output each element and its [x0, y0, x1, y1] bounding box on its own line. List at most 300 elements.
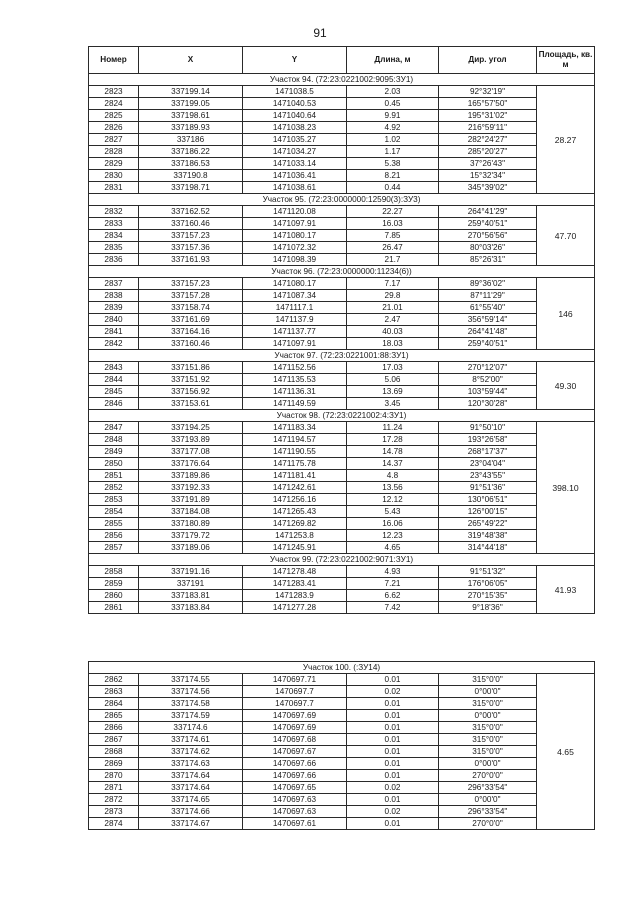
table-row	[89, 134, 595, 146]
header-number: Номер	[89, 47, 139, 74]
table-row	[89, 158, 595, 170]
length-cell: 11.24	[347, 422, 439, 434]
length-cell: 12.23	[347, 530, 439, 542]
x-cell: 337190.8	[139, 170, 243, 182]
section-header-row	[89, 662, 595, 674]
table-row	[89, 362, 595, 374]
area-cell: 4.65	[537, 674, 595, 830]
length-cell: 1.17	[347, 146, 439, 158]
table-row	[89, 698, 595, 710]
table-row	[89, 506, 595, 518]
length-cell: 12.12	[347, 494, 439, 506]
x-cell: 337199.14	[139, 86, 243, 98]
x-cell: 337198.61	[139, 110, 243, 122]
point-number-cell: 2870	[89, 770, 139, 782]
angle-cell: 315°0'0"	[439, 698, 537, 710]
x-cell: 337194.25	[139, 422, 243, 434]
point-number-cell: 2836	[89, 254, 139, 266]
x-cell: 337161.69	[139, 314, 243, 326]
x-cell: 337174.65	[139, 794, 243, 806]
angle-cell: 80°03'26"	[439, 242, 537, 254]
table-row	[89, 110, 595, 122]
table-row	[89, 494, 595, 506]
length-cell: 6.62	[347, 590, 439, 602]
table-row	[89, 590, 595, 602]
angle-cell: 23°04'04"	[439, 458, 537, 470]
point-number-cell: 2845	[89, 386, 139, 398]
x-cell: 337174.61	[139, 734, 243, 746]
table-row	[89, 722, 595, 734]
y-cell: 1470697.69	[243, 722, 347, 734]
length-cell: 4.8	[347, 470, 439, 482]
x-cell: 337199.05	[139, 98, 243, 110]
y-cell: 1471038.23	[243, 122, 347, 134]
angle-cell: 270°12'07"	[439, 362, 537, 374]
table-row	[89, 338, 595, 350]
x-cell: 337180.89	[139, 518, 243, 530]
angle-cell: 91°51'36"	[439, 482, 537, 494]
length-cell: 5.06	[347, 374, 439, 386]
length-cell: 40.03	[347, 326, 439, 338]
length-cell: 0.02	[347, 782, 439, 794]
point-number-cell: 2849	[89, 446, 139, 458]
table-row	[89, 446, 595, 458]
table-row	[89, 578, 595, 590]
x-cell: 337157.28	[139, 290, 243, 302]
section-header-row	[89, 350, 595, 362]
point-number-cell: 2852	[89, 482, 139, 494]
table-row	[89, 122, 595, 134]
point-number-cell: 2835	[89, 242, 139, 254]
length-cell: 18.03	[347, 338, 439, 350]
y-cell: 1471080.17	[243, 230, 347, 242]
length-cell: 0.44	[347, 182, 439, 194]
y-cell: 1471040.64	[243, 110, 347, 122]
y-cell: 1471137.77	[243, 326, 347, 338]
length-cell: 14.37	[347, 458, 439, 470]
length-cell: 16.03	[347, 218, 439, 230]
table-body	[89, 74, 595, 614]
y-cell: 1470697.67	[243, 746, 347, 758]
y-cell: 1471269.82	[243, 518, 347, 530]
table-row	[89, 146, 595, 158]
header-x: X	[139, 47, 243, 74]
table-row	[89, 86, 595, 98]
angle-cell: 126°00'15"	[439, 506, 537, 518]
point-number-cell: 2838	[89, 290, 139, 302]
section-header-row	[89, 554, 595, 566]
angle-cell: 37°26'43"	[439, 158, 537, 170]
x-cell: 337151.92	[139, 374, 243, 386]
point-number-cell: 2856	[89, 530, 139, 542]
point-number-cell: 2846	[89, 398, 139, 410]
point-number-cell: 2871	[89, 782, 139, 794]
table-row	[89, 758, 595, 770]
y-cell: 1471137.9	[243, 314, 347, 326]
table-row	[89, 182, 595, 194]
x-cell: 337157.23	[139, 230, 243, 242]
angle-cell: 315°0'0"	[439, 722, 537, 734]
header-length: Длина, м	[347, 47, 439, 74]
angle-cell: 0°00'0"	[439, 710, 537, 722]
length-cell: 0.01	[347, 758, 439, 770]
y-cell: 1470697.66	[243, 770, 347, 782]
x-cell: 337156.92	[139, 386, 243, 398]
y-cell: 1471036.41	[243, 170, 347, 182]
table-row	[89, 374, 595, 386]
angle-cell: 9°18'36"	[439, 602, 537, 614]
angle-cell: 87°11'29"	[439, 290, 537, 302]
y-cell: 1471253.8	[243, 530, 347, 542]
x-cell: 337160.46	[139, 338, 243, 350]
point-number-cell: 2873	[89, 806, 139, 818]
point-number-cell: 2874	[89, 818, 139, 830]
y-cell: 1471278.48	[243, 566, 347, 578]
coordinates-table-continued	[88, 661, 595, 830]
point-number-cell: 2831	[89, 182, 139, 194]
x-cell: 337189.86	[139, 470, 243, 482]
angle-cell: 23°43'55"	[439, 470, 537, 482]
table-row	[89, 734, 595, 746]
length-cell: 2.47	[347, 314, 439, 326]
length-cell: 0.02	[347, 686, 439, 698]
point-number-cell: 2858	[89, 566, 139, 578]
table-row	[89, 458, 595, 470]
x-cell: 337174.6	[139, 722, 243, 734]
x-cell: 337157.23	[139, 278, 243, 290]
point-number-cell: 2842	[89, 338, 139, 350]
y-cell: 1470697.68	[243, 734, 347, 746]
length-cell: 4.93	[347, 566, 439, 578]
x-cell: 337174.58	[139, 698, 243, 710]
y-cell: 1471194.57	[243, 434, 347, 446]
point-number-cell: 2857	[89, 542, 139, 554]
x-cell: 337157.36	[139, 242, 243, 254]
table-row	[89, 386, 595, 398]
length-cell: 21.7	[347, 254, 439, 266]
length-cell: 3.45	[347, 398, 439, 410]
y-cell: 1471283.41	[243, 578, 347, 590]
angle-cell: 268°17'37"	[439, 446, 537, 458]
length-cell: 22.27	[347, 206, 439, 218]
section-title: Участок 94. (72:23:0221002:9095:ЗУ1)	[89, 74, 595, 86]
table-row	[89, 806, 595, 818]
angle-cell: 0°00'0"	[439, 758, 537, 770]
y-cell: 1471175.78	[243, 458, 347, 470]
angle-cell: 270°15'35"	[439, 590, 537, 602]
section-title: Участок 96. (72:23:0000000:11234(6))	[89, 266, 595, 278]
y-cell: 1471097.91	[243, 218, 347, 230]
x-cell: 337174.64	[139, 770, 243, 782]
x-cell: 337176.64	[139, 458, 243, 470]
angle-cell: 8°52'00"	[439, 374, 537, 386]
point-number-cell: 2851	[89, 470, 139, 482]
area-cell: 49.30	[537, 362, 595, 410]
table-row	[89, 482, 595, 494]
angle-cell: 92°32'19"	[439, 86, 537, 98]
table-row	[89, 98, 595, 110]
length-cell: 0.02	[347, 806, 439, 818]
table-row	[89, 566, 595, 578]
table-row	[89, 818, 595, 830]
area-cell: 41.93	[537, 566, 595, 614]
y-cell: 1471087.34	[243, 290, 347, 302]
table-row	[89, 686, 595, 698]
table-row	[89, 770, 595, 782]
x-cell: 337183.81	[139, 590, 243, 602]
point-number-cell: 2865	[89, 710, 139, 722]
table-row	[89, 242, 595, 254]
y-cell: 1471038.61	[243, 182, 347, 194]
length-cell: 2.03	[347, 86, 439, 98]
y-cell: 1471245.91	[243, 542, 347, 554]
table-row	[89, 674, 595, 686]
point-number-cell: 2823	[89, 86, 139, 98]
y-cell: 1470697.63	[243, 806, 347, 818]
point-number-cell: 2854	[89, 506, 139, 518]
table-row	[89, 206, 595, 218]
x-cell: 337174.62	[139, 746, 243, 758]
y-cell: 1470697.69	[243, 710, 347, 722]
table-row	[89, 518, 595, 530]
point-number-cell: 2834	[89, 230, 139, 242]
point-number-cell: 2869	[89, 758, 139, 770]
point-number-cell: 2847	[89, 422, 139, 434]
x-cell: 337174.67	[139, 818, 243, 830]
section-title: Участок 97. (72:23:0221001:88:ЗУ1)	[89, 350, 595, 362]
point-number-cell: 2841	[89, 326, 139, 338]
length-cell: 4.92	[347, 122, 439, 134]
y-cell: 1471256.16	[243, 494, 347, 506]
angle-cell: 264°41'29"	[439, 206, 537, 218]
y-cell: 1471135.53	[243, 374, 347, 386]
angle-cell: 130°06'51"	[439, 494, 537, 506]
x-cell: 337198.71	[139, 182, 243, 194]
length-cell: 1.02	[347, 134, 439, 146]
y-cell: 1471117.1	[243, 302, 347, 314]
table-row	[89, 470, 595, 482]
angle-cell: 315°0'0"	[439, 674, 537, 686]
y-cell: 1471190.55	[243, 446, 347, 458]
x-cell: 337162.52	[139, 206, 243, 218]
y-cell: 1470697.7	[243, 698, 347, 710]
y-cell: 1471152.56	[243, 362, 347, 374]
y-cell: 1471035.27	[243, 134, 347, 146]
y-cell: 1470697.7	[243, 686, 347, 698]
y-cell: 1471040.53	[243, 98, 347, 110]
y-cell: 1471080.17	[243, 278, 347, 290]
x-cell: 337161.93	[139, 254, 243, 266]
point-number-cell: 2833	[89, 218, 139, 230]
length-cell: 7.17	[347, 278, 439, 290]
x-cell: 337193.89	[139, 434, 243, 446]
angle-cell: 195°31'02"	[439, 110, 537, 122]
angle-cell: 61°55'40"	[439, 302, 537, 314]
point-number-cell: 2826	[89, 122, 139, 134]
point-number-cell: 2832	[89, 206, 139, 218]
angle-cell: 356°59'14"	[439, 314, 537, 326]
y-cell: 1471265.43	[243, 506, 347, 518]
area-cell: 398.10	[537, 422, 595, 554]
point-number-cell: 2864	[89, 698, 139, 710]
table-row	[89, 602, 595, 614]
point-number-cell: 2848	[89, 434, 139, 446]
x-cell: 337177.08	[139, 446, 243, 458]
length-cell: 0.01	[347, 794, 439, 806]
x-cell: 337191	[139, 578, 243, 590]
angle-cell: 296°33'54"	[439, 806, 537, 818]
point-number-cell: 2862	[89, 674, 139, 686]
table-row	[89, 314, 595, 326]
length-cell: 7.85	[347, 230, 439, 242]
table-row	[89, 542, 595, 554]
y-cell: 1471098.39	[243, 254, 347, 266]
page-number: 91	[313, 26, 327, 40]
y-cell: 1471181.41	[243, 470, 347, 482]
y-cell: 1471277.28	[243, 602, 347, 614]
angle-cell: 91°51'32"	[439, 566, 537, 578]
table-row	[89, 170, 595, 182]
x-cell: 337184.08	[139, 506, 243, 518]
table-row	[89, 302, 595, 314]
point-number-cell: 2843	[89, 362, 139, 374]
angle-cell: 259°40'51"	[439, 218, 537, 230]
angle-cell: 296°33'54"	[439, 782, 537, 794]
table-row	[89, 794, 595, 806]
y-cell: 1471242.61	[243, 482, 347, 494]
angle-cell: 103°59'44"	[439, 386, 537, 398]
angle-cell: 264°41'48"	[439, 326, 537, 338]
header-y: Y	[243, 47, 347, 74]
length-cell: 9.91	[347, 110, 439, 122]
y-cell: 1471034.27	[243, 146, 347, 158]
x-cell: 337186	[139, 134, 243, 146]
x-cell: 337174.59	[139, 710, 243, 722]
table-row	[89, 254, 595, 266]
section-header-row	[89, 266, 595, 278]
angle-cell: 314°44'18"	[439, 542, 537, 554]
x-cell: 337179.72	[139, 530, 243, 542]
section-title: Участок 99. (72:23:0221002:9071:ЗУ1)	[89, 554, 595, 566]
angle-cell: 285°20'27"	[439, 146, 537, 158]
length-cell: 16.06	[347, 518, 439, 530]
length-cell: 5.43	[347, 506, 439, 518]
table-row	[89, 398, 595, 410]
angle-cell: 282°24'27"	[439, 134, 537, 146]
point-number-cell: 2825	[89, 110, 139, 122]
point-number-cell: 2829	[89, 158, 139, 170]
length-cell: 7.42	[347, 602, 439, 614]
point-number-cell: 2824	[89, 98, 139, 110]
angle-cell: 0°00'0"	[439, 794, 537, 806]
x-cell: 337189.06	[139, 542, 243, 554]
x-cell: 337191.89	[139, 494, 243, 506]
x-cell: 337174.64	[139, 782, 243, 794]
point-number-cell: 2828	[89, 146, 139, 158]
length-cell: 17.28	[347, 434, 439, 446]
angle-cell: 270°0'0"	[439, 818, 537, 830]
length-cell: 5.38	[347, 158, 439, 170]
angle-cell: 91°50'10"	[439, 422, 537, 434]
angle-cell: 270°56'56"	[439, 230, 537, 242]
area-cell: 146	[537, 278, 595, 350]
angle-cell: 193°26'58"	[439, 434, 537, 446]
length-cell: 7.21	[347, 578, 439, 590]
length-cell: 0.45	[347, 98, 439, 110]
length-cell: 26.47	[347, 242, 439, 254]
point-number-cell: 2860	[89, 590, 139, 602]
table-row	[89, 530, 595, 542]
length-cell: 0.01	[347, 818, 439, 830]
angle-cell: 165°57'50"	[439, 98, 537, 110]
angle-cell: 0°00'0"	[439, 686, 537, 698]
table-row	[89, 746, 595, 758]
x-cell: 337151.86	[139, 362, 243, 374]
angle-cell: 120°30'28"	[439, 398, 537, 410]
x-cell: 337186.53	[139, 158, 243, 170]
angle-cell: 259°40'51"	[439, 338, 537, 350]
length-cell: 0.01	[347, 674, 439, 686]
y-cell: 1470697.63	[243, 794, 347, 806]
x-cell: 337174.66	[139, 806, 243, 818]
point-number-cell: 2830	[89, 170, 139, 182]
y-cell: 1471072.32	[243, 242, 347, 254]
point-number-cell: 2840	[89, 314, 139, 326]
x-cell: 337192.33	[139, 482, 243, 494]
angle-cell: 176°06'05"	[439, 578, 537, 590]
y-cell: 1471097.91	[243, 338, 347, 350]
angle-cell: 345°39'02"	[439, 182, 537, 194]
table-row	[89, 434, 595, 446]
x-cell: 337189.93	[139, 122, 243, 134]
x-cell: 337174.55	[139, 674, 243, 686]
y-cell: 1470697.61	[243, 818, 347, 830]
table-row	[89, 230, 595, 242]
length-cell: 0.01	[347, 746, 439, 758]
y-cell: 1471283.9	[243, 590, 347, 602]
point-number-cell: 2839	[89, 302, 139, 314]
length-cell: 0.01	[347, 770, 439, 782]
coordinates-table	[88, 46, 595, 614]
point-number-cell: 2837	[89, 278, 139, 290]
y-cell: 1470697.71	[243, 674, 347, 686]
section-header-row	[89, 194, 595, 206]
angle-cell: 315°0'0"	[439, 734, 537, 746]
length-cell: 13.69	[347, 386, 439, 398]
table-row	[89, 422, 595, 434]
angle-cell: 89°36'02"	[439, 278, 537, 290]
angle-cell: 270°0'0"	[439, 770, 537, 782]
x-cell: 337160.46	[139, 218, 243, 230]
table-header-row	[89, 47, 595, 74]
angle-cell: 265°49'22"	[439, 518, 537, 530]
y-cell: 1471183.34	[243, 422, 347, 434]
table-body	[89, 662, 595, 830]
y-cell: 1471120.08	[243, 206, 347, 218]
length-cell: 17.03	[347, 362, 439, 374]
point-number-cell: 2866	[89, 722, 139, 734]
length-cell: 0.01	[347, 734, 439, 746]
length-cell: 4.65	[347, 542, 439, 554]
length-cell: 0.01	[347, 698, 439, 710]
angle-cell: 315°0'0"	[439, 746, 537, 758]
x-cell: 337191.16	[139, 566, 243, 578]
x-cell: 337153.61	[139, 398, 243, 410]
point-number-cell: 2867	[89, 734, 139, 746]
angle-cell: 319°48'38"	[439, 530, 537, 542]
length-cell: 8.21	[347, 170, 439, 182]
section-title: Участок 100. (:ЗУ14)	[89, 662, 595, 674]
